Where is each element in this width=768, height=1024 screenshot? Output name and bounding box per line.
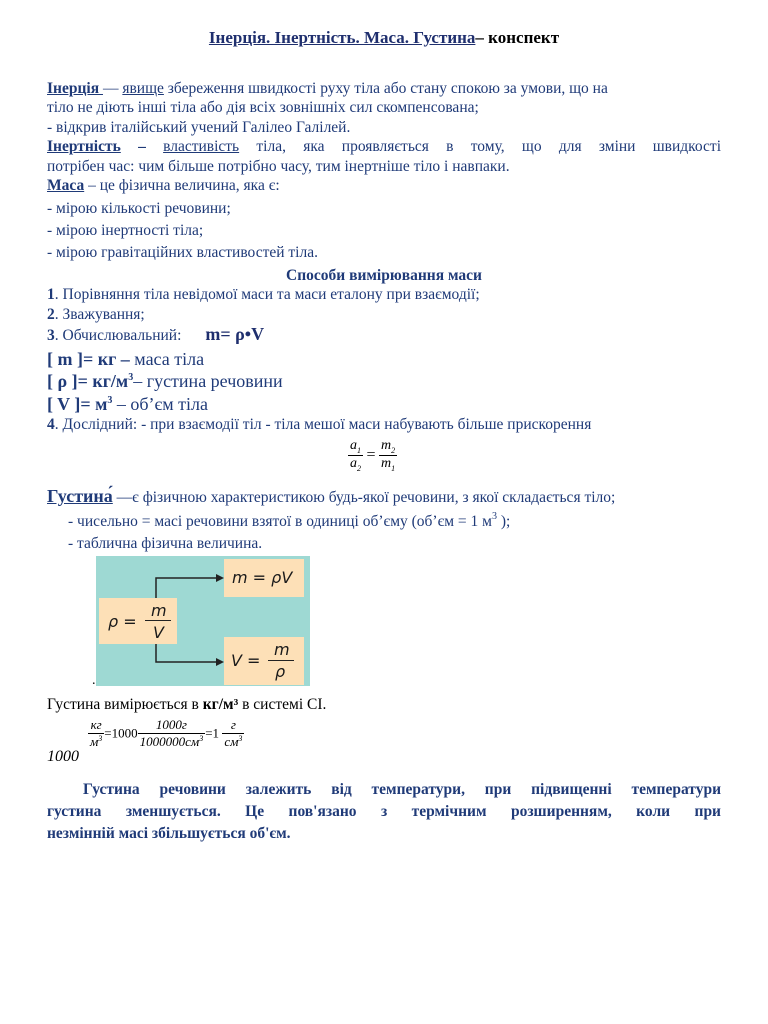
text: - чисельно = масі речовини взятої в одиниці об’єму (об’єм = 1 м (68, 513, 492, 530)
unit: кг/м³ (202, 696, 239, 713)
num: 2 (47, 306, 55, 323)
density-bullet-1 (68, 512, 742, 531)
text: ); (496, 513, 511, 530)
s: 1 (391, 463, 396, 473)
density-formula-box (99, 598, 177, 644)
title-suffix: – конспект (475, 28, 560, 47)
v: V (153, 623, 164, 642)
volume-formula-box (224, 637, 304, 685)
text: =1 (205, 725, 220, 741)
term-mass: Маса (47, 177, 85, 194)
section-heading: Способи вимірювання маси (286, 267, 482, 284)
inertness-line-2: потрібен час: чим більше потрібно часу, тим інертніше тіло і навпаки. (47, 158, 510, 175)
dash: – (120, 138, 164, 155)
unit-mass (47, 348, 721, 370)
text: Густина вимірюється в (47, 696, 203, 713)
text: . Порівняння тіла невідомої маси та маси еталону при взаємодії; (54, 286, 480, 303)
word-phenomenon: явище (122, 80, 164, 97)
unit: [ ρ ]= кг/м (47, 371, 129, 391)
rho: ρ (275, 662, 286, 681)
word-property: властивість (163, 138, 240, 155)
unit-conversion (88, 717, 244, 750)
s: 3 (98, 734, 103, 743)
text: . Дослідний: - при взаємодії тіл - тіла мешої маси набувають більше прискорення (54, 416, 592, 433)
s: 2 (391, 445, 396, 455)
term-density: Густина́ (47, 486, 113, 506)
unit-density (47, 370, 721, 392)
v: м (90, 734, 99, 749)
num: г (222, 717, 244, 734)
fraction (88, 717, 104, 750)
dot: . (92, 673, 96, 688)
list-item: - мірою гравітаційних властивостей тіла. (47, 244, 318, 261)
v: m (381, 438, 392, 453)
sup: 3 (107, 395, 113, 406)
inertness-definition (47, 137, 721, 156)
text: =1000 (104, 725, 138, 741)
v: m (381, 455, 392, 471)
sup: 3 (128, 372, 134, 383)
text: збереження швидкості руху тіла або стану спокою за умови, що на (163, 80, 608, 97)
text: . Обчислювальний: (54, 327, 182, 344)
s: 3 (238, 734, 243, 743)
dash: — (102, 80, 123, 97)
inertia-line-2: тіло не діють інші тіла або дія всіх зовнішніх сил скомпенсована; (47, 99, 479, 116)
method-4 (47, 415, 721, 434)
text: – це фізична величина, яка є: (84, 177, 280, 194)
unit: [ V ]= м (47, 394, 108, 414)
fraction (379, 438, 397, 473)
num: 3 (47, 327, 55, 344)
fraction (138, 717, 206, 750)
title-main: Інерція. Інертність. Маса. Густина (208, 28, 476, 47)
density-diagram (96, 556, 310, 686)
num: кг (88, 717, 104, 734)
list-item: - мірою кількості речовини; (47, 200, 231, 217)
equals: = (366, 446, 376, 464)
fraction-bar (268, 660, 294, 661)
acceleration-ratio (348, 438, 397, 473)
mass-formula-box (224, 559, 304, 597)
m: m (274, 640, 290, 659)
note-line-2: густина зменшується. Це пов'язано з термічним розширенням, коли при (47, 803, 721, 820)
sup: 3 (491, 511, 497, 522)
note-line-3: незмінній масі збільшується об'єм. (47, 825, 291, 842)
num: 1000г (138, 717, 206, 734)
s: 1 (357, 445, 361, 455)
v: см (224, 734, 239, 749)
m: m (151, 601, 167, 620)
si-units-line (47, 695, 721, 714)
fraction (222, 717, 244, 750)
fraction-bar (145, 620, 171, 621)
inertia-line-3: - відкрив італійський учений Галілео Галілей. (47, 119, 351, 136)
text: —є фізичною характеристикою будь-якої речовини, з якої складається тіло; (112, 489, 616, 506)
mass-definition (47, 176, 721, 195)
v: a (350, 455, 357, 471)
v: a (350, 438, 357, 453)
text: – густина речовини (133, 371, 283, 391)
num: 1 (47, 286, 55, 303)
unit: [ m ]= кг – (47, 349, 130, 369)
text: тіла, яка проявляється в тому, що для зміни швидкості (239, 138, 722, 155)
term-inertia: Інерція (47, 80, 103, 97)
text: маса тіла (129, 349, 205, 369)
rho: ρ = (108, 612, 137, 631)
formula-mass: m= ρ•V (205, 324, 265, 344)
method-2 (47, 305, 721, 324)
num: 4 (47, 416, 55, 433)
density-bullet-2: - таблична фізична величина. (68, 535, 263, 552)
text: в системі СІ. (238, 696, 327, 713)
s: 3 (199, 734, 204, 743)
unit-volume (47, 393, 721, 415)
s: 2 (357, 463, 361, 473)
density-definition (47, 487, 721, 507)
formula: m = ρV (232, 568, 293, 587)
v: V = (231, 651, 261, 670)
v: 1000000см (139, 734, 200, 749)
list-item: - мірою інертності тіла; (47, 222, 204, 239)
term-inertness: Інертність (47, 138, 121, 155)
note-line-1: Густина речовини залежить від температури, при підвищенні температури (83, 781, 721, 798)
text: . Зважування; (54, 306, 145, 323)
number-1000: 1000 (47, 748, 79, 765)
inertia-definition (47, 79, 721, 98)
method-3 (47, 325, 721, 345)
method-1 (47, 285, 721, 304)
fraction (348, 438, 363, 473)
text: – об’єм тіла (112, 394, 208, 414)
page-title (0, 28, 768, 48)
